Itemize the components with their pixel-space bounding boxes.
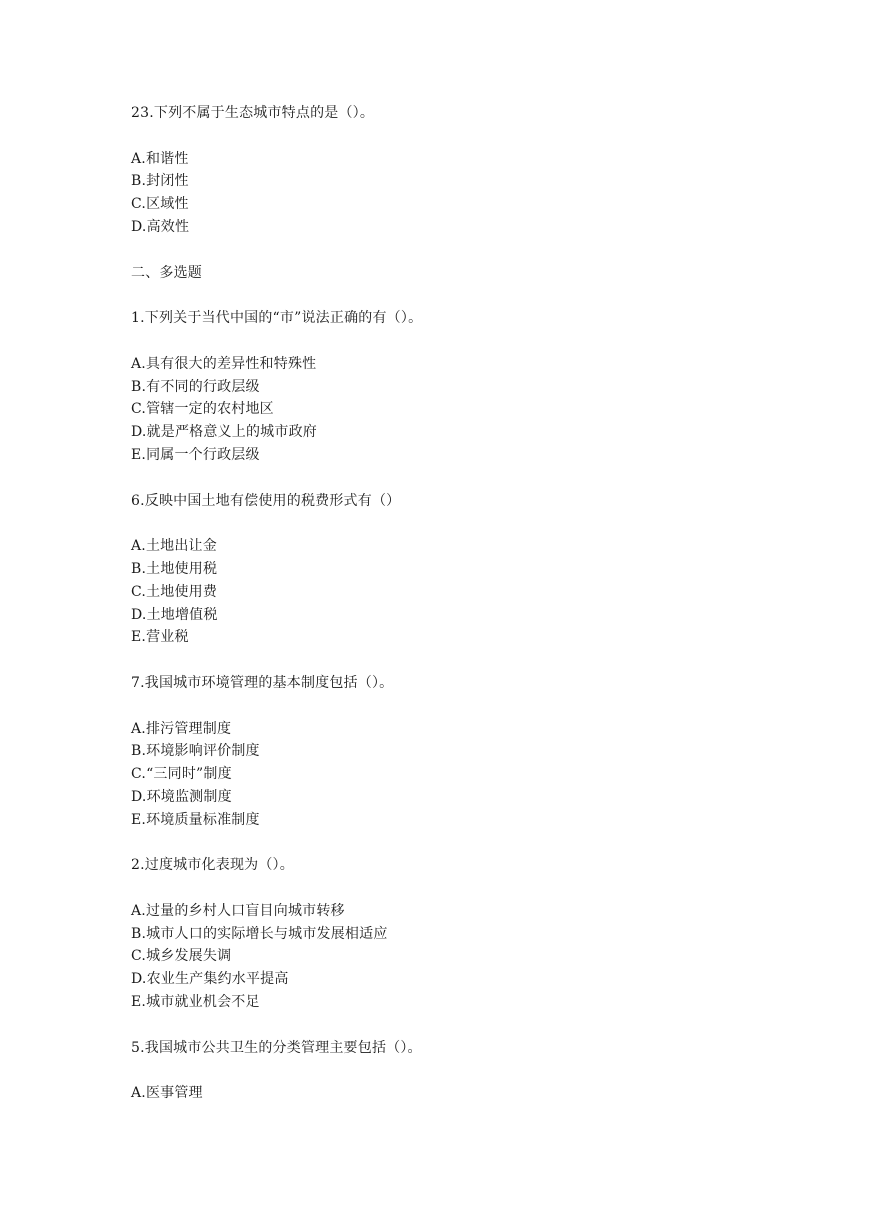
option-7-b: B.环境影响评价制度 [131,743,260,760]
option-23-c: C.区域性 [131,196,189,213]
option-2-b: B.城市人口的实际增长与城市发展相适应 [131,925,388,942]
blank-line [131,125,791,148]
question-1: 1.下列关于当代中国的“市”说法正确的有（）。 [131,310,423,327]
option-23-a: A.和谐性 [131,150,189,167]
option-2-e: E.城市就业机会不足 [131,994,260,1011]
question-23: 23.下列不属于生态城市特点的是（）。 [131,105,375,121]
blank-line [131,877,791,900]
option-7-d: D.环境监测制度 [131,788,232,805]
blank-line [131,1059,791,1082]
option-1-a: A.具有很大的差异性和特殊性 [131,355,317,372]
blank-line [131,284,791,307]
section-heading-multiple-choice: 二、多选题 [131,264,202,281]
option-6-b: B.土地使用税 [131,560,218,577]
option-6-e: E.营业税 [131,629,189,646]
blank-line [131,695,791,718]
option-5-a: A.医事管理 [131,1085,203,1102]
document-body [131,102,791,1105]
blank-line [131,512,791,535]
blank-line [131,239,791,262]
option-2-d: D.农业生产集约水平提高 [131,971,289,988]
option-7-c: C.“三同时”制度 [131,766,232,783]
option-6-d: D.土地增值税 [131,606,218,623]
question-2: 2.过度城市化表现为（）。 [131,857,294,874]
option-1-d: D.就是严格意义上的城市政府 [131,424,317,441]
option-23-d: D.高效性 [131,218,190,235]
option-1-c: C.管辖一定的农村地区 [131,401,274,418]
blank-line [131,1014,791,1037]
option-7-a: A.排污管理制度 [131,720,232,737]
option-2-a: A.过量的乡村人口盲目向城市转移 [131,902,345,919]
option-6-a: A.土地出让金 [131,538,217,555]
question-7: 7.我国城市环境管理的基本制度包括（）。 [131,674,394,691]
option-23-b: B.封闭性 [131,173,189,190]
option-1-e: E.同属一个行政层级 [131,446,260,463]
option-2-c: C.城乡发展失调 [131,948,232,965]
option-6-c: C.土地使用费 [131,583,218,600]
question-5: 5.我国城市公共卫生的分类管理主要包括（）。 [131,1039,422,1056]
question-6: 6.反映中国土地有偿使用的税费形式有（） [131,492,401,509]
option-1-b: B.有不同的行政层级 [131,378,260,395]
option-7-e: E.环境质量标准制度 [131,811,260,828]
blank-line [131,832,791,855]
blank-line [131,467,791,490]
blank-line [131,649,791,672]
blank-line [131,330,791,353]
